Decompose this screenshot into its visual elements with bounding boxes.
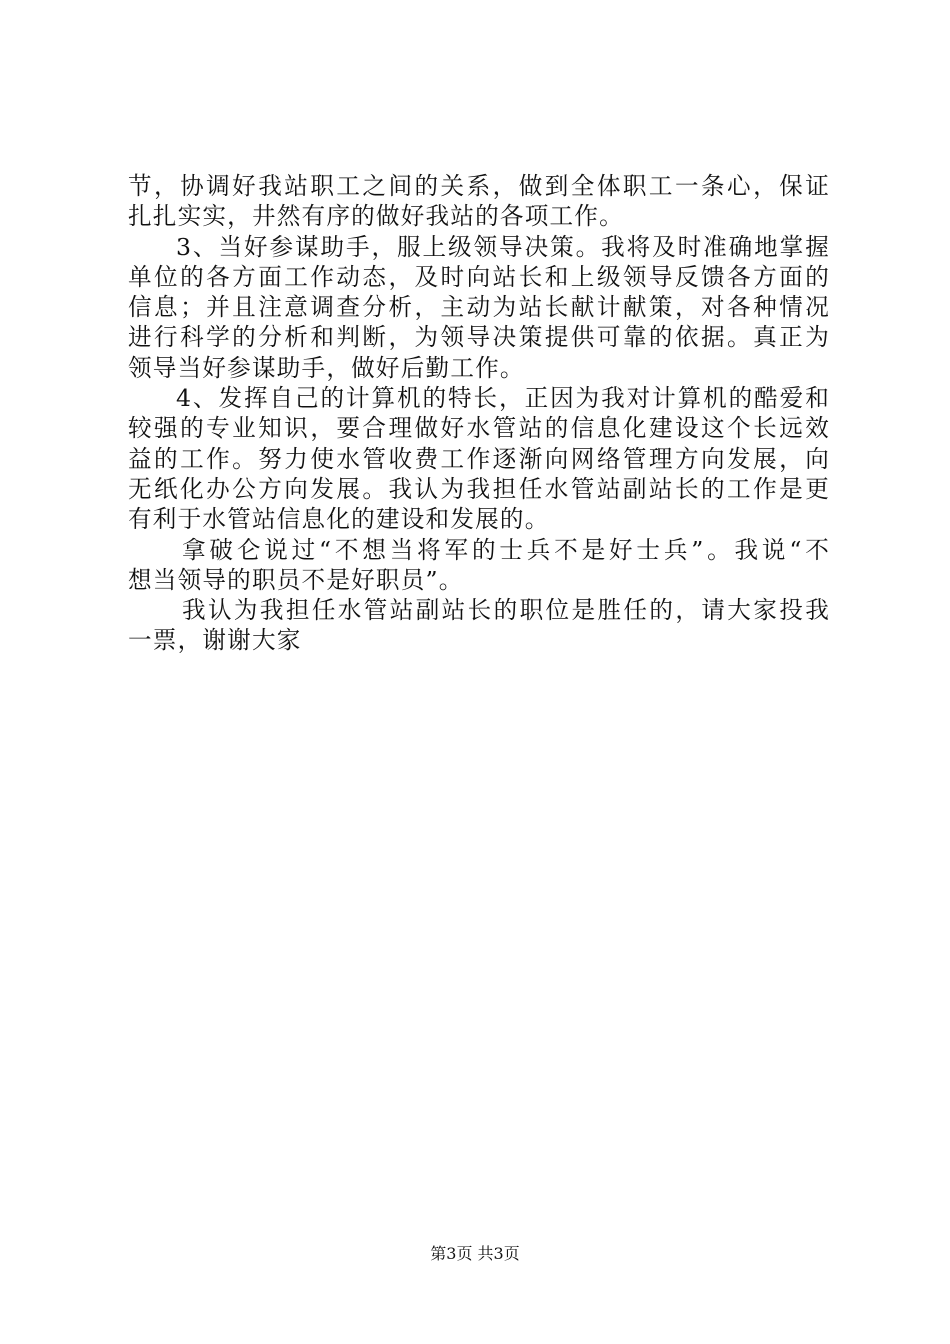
text-line: 进行科学的分析和判断，为领导决策提供可靠的依据。真正为 — [128, 323, 830, 352]
text-line: 扎扎实实，井然有序的做好我站的各项工作。 — [128, 202, 624, 231]
paragraph-3 — [128, 383, 830, 534]
text-line: 我认为我担任水管站副站长的职位是胜任的，请大家投我 — [182, 596, 830, 625]
text-line: 想当领导的职员不是好职员”。 — [128, 565, 464, 594]
page-number-footer: 第3页 共3页 — [430, 1244, 520, 1263]
text-line: 4、发挥自己的计算机的特长，正因为我对计算机的酷爱和 — [176, 384, 830, 413]
paragraph-4 — [128, 535, 830, 596]
text-line: 领导当好参谋助手，做好后勤工作。 — [128, 353, 525, 382]
text-line: 3、当好参谋助手，服上级领导决策。我将及时准确地掌握 — [176, 232, 830, 261]
text-line: 拿破仑说过“不想当将军的士兵不是好士兵”。我说“不 — [182, 535, 830, 564]
paragraph-5 — [128, 595, 830, 656]
text-line: 单位的各方面工作动态，及时向站长和上级领导反馈各方面的 — [128, 262, 830, 291]
text-line: 节，协调好我站职工之间的关系，做到全体职工一条心，保证 — [128, 172, 830, 200]
document-body — [128, 171, 830, 656]
text-line: 益的工作。努力使水管收费工作逐渐向网络管理方向发展，向 — [128, 444, 830, 473]
text-line: 有利于水管站信息化的建设和发展的。 — [128, 505, 550, 534]
text-line: 信息；并且注意调查分析，主动为站长献计献策，对各种情况 — [128, 293, 830, 322]
text-line: 一票，谢谢大家 — [128, 626, 302, 655]
text-line: 较强的专业知识，要合理做好水管站的信息化建设这个长远效 — [128, 414, 830, 443]
text-line: 无纸化办公方向发展。我认为我担任水管站副站长的工作是更 — [128, 474, 830, 503]
paragraph-2 — [128, 232, 830, 383]
paragraph-1 — [128, 171, 830, 232]
